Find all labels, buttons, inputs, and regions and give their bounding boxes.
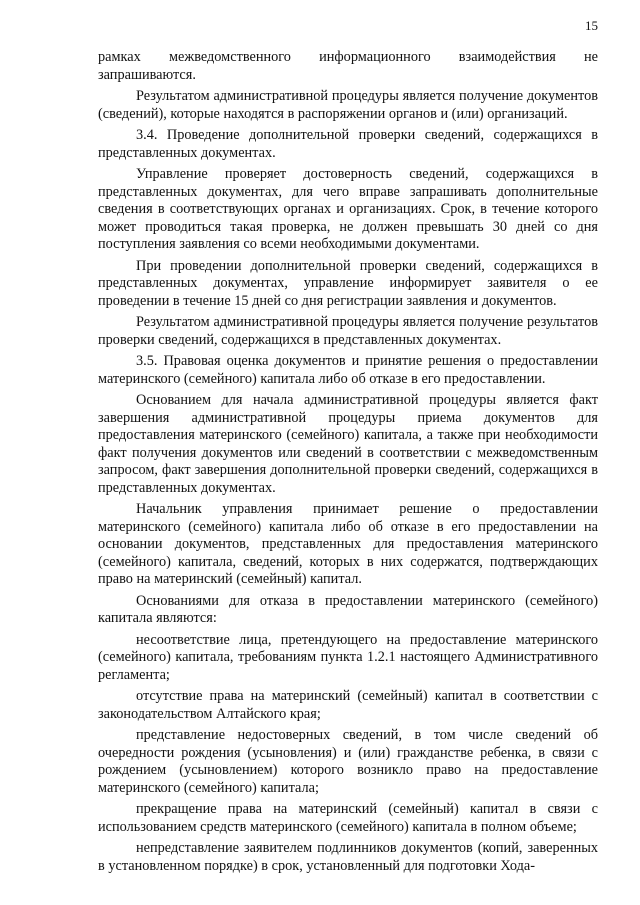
- page-number: 15: [585, 18, 598, 33]
- paragraph-8: Основанием для начала административной процедуры является факт завершения административной процедуры приема документов для предоставления материнского (семейного) капитала, а также при необходимости факт получения документов или сведений в соответствии с межведомственным запросом, факт завершения дополнительной проверки сведений, содержащихся в представленных документах.: [98, 392, 598, 496]
- list-item-5: непредставление заявителем подлинников документов (копий, заверенных в установленном порядке) в срок, установленный для подготовки Хода-: [98, 840, 598, 874]
- list-item-3: представление недостоверных сведений, в том числе сведений об очередности рождения (усыновления) и (или) гражданстве ребенка, в связи с рождением (усыновлением) которого возникло право на предоставление материнского (семейного) капитала;: [98, 727, 598, 796]
- list-item-4: прекращение права на материнский (семейный) капитал в связи с использованием средств материнского (семейного) капитала в полном объеме;: [98, 801, 598, 835]
- section-heading-3-4: 3.4. Проведение дополнительной проверки сведений, содержащихся в представленных документах.: [98, 127, 598, 161]
- paragraph-5: При проведении дополнительной проверки сведений, содержащихся в представленных документах, управление информирует заявителя о ее проведении в течение 15 дней со дня регистрации заявления и документов.: [98, 257, 598, 309]
- paragraph-4: Управление проверяет достоверность сведений, содержащихся в представленных документах, для чего вправе запрашивать дополнительные сведения в соответствующих органах и организациях. Срок, в течение которого может проводиться такая проверка, не должен превышать 30 дней со дня поступления заявления со всеми необходимыми документами.: [98, 166, 598, 252]
- paragraph-6: Результатом административной процедуры является получение результатов проверки сведений, содержащихся в представленных документах.: [98, 314, 598, 348]
- paragraph-2: Результатом административной процедуры является получение документов (сведений), которые находятся в распоряжении органов и (или) организаций.: [98, 88, 598, 122]
- paragraph-1: рамках межведомственного информационного взаимодействия не запрашиваются.: [98, 49, 598, 83]
- list-item-2: отсутствие права на материнский (семейный) капитал в соответствии с законодательством Алтайского края;: [98, 688, 598, 722]
- paragraph-9: Начальник управления принимает решение о предоставлении материнского (семейного) капитала либо об отказе в его предоставлении на основании документов, представленных для предоставления материнского (семейного) капитала, сведений, которых в них содержатся, подтверждающих право на материнский (семейный) капитал.: [98, 501, 598, 587]
- document-body: [98, 49, 598, 875]
- paragraph-10: Основаниями для отказа в предоставлении материнского (семейного) капитала являются:: [98, 592, 598, 626]
- list-item-1: несоответствие лица, претендующего на предоставление материнского (семейного) капитала, требованиям пункта 1.2.1 настоящего Административного регламента;: [98, 631, 598, 683]
- section-heading-3-5: 3.5. Правовая оценка документов и принятие решения о предоставлении материнского (семейного) капитала либо об отказе в его предоставлении.: [98, 353, 598, 387]
